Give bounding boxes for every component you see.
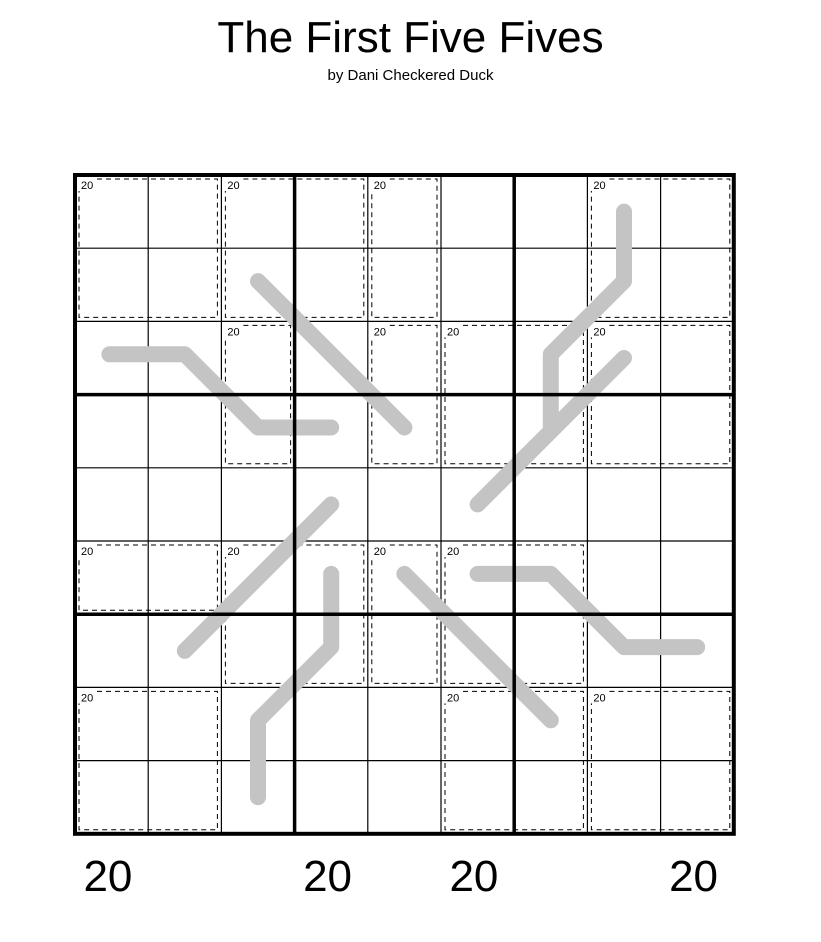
grid-cell-r7c3[interactable] bbox=[221, 614, 294, 687]
cage-sum-label: 20 bbox=[81, 180, 94, 192]
grid-cell-r2c7[interactable] bbox=[514, 248, 587, 321]
grid-cell-r2c6[interactable] bbox=[441, 248, 514, 321]
grid-cell-r5c7[interactable] bbox=[514, 468, 587, 541]
grid-cell-r2c4[interactable] bbox=[295, 248, 368, 321]
cage-sum-label: 20 bbox=[227, 546, 240, 558]
grid-cell-r5c5[interactable] bbox=[368, 468, 441, 541]
cage-sum-label: 20 bbox=[227, 326, 240, 339]
cage-sum-label: 20 bbox=[81, 692, 94, 705]
grid-cell-r9c2[interactable] bbox=[148, 761, 221, 834]
grid-cell-r4c1[interactable] bbox=[75, 395, 148, 468]
grid-cell-r8c4[interactable] bbox=[295, 687, 368, 760]
cage-sum-label: 20 bbox=[593, 692, 606, 705]
puzzle-title: The First Five Fives bbox=[217, 13, 604, 62]
grid-cell-r1c4[interactable] bbox=[295, 175, 368, 248]
grid-cell-r5c1[interactable] bbox=[75, 468, 148, 541]
grid-cell-r2c5[interactable] bbox=[368, 248, 441, 321]
grid-cell-r2c9[interactable] bbox=[661, 248, 734, 321]
outside-clue: 20 bbox=[303, 851, 353, 901]
grid-cell-r6c9[interactable] bbox=[661, 541, 734, 614]
grid-cell-r2c1[interactable] bbox=[75, 248, 148, 321]
grid-cell-r4c2[interactable] bbox=[148, 395, 221, 468]
grid-cell-r1c2[interactable] bbox=[148, 175, 221, 248]
cage-sum-label: 20 bbox=[593, 326, 606, 339]
grid-cell-r9c7[interactable] bbox=[514, 761, 587, 834]
cage-sum-label: 20 bbox=[593, 180, 606, 192]
grid-cell-r8c5[interactable] bbox=[368, 687, 441, 760]
grid-cell-r5c8[interactable] bbox=[587, 468, 660, 541]
grid-cell-r4c6[interactable] bbox=[441, 395, 514, 468]
outside-clue: 20 bbox=[83, 851, 133, 901]
grid-cell-r7c7[interactable] bbox=[514, 614, 587, 687]
grid-cell-r4c9[interactable] bbox=[661, 395, 734, 468]
cage-sum-label: 20 bbox=[373, 180, 387, 192]
grid-cell-r1c9[interactable] bbox=[661, 175, 734, 248]
grid-cell-r2c2[interactable] bbox=[148, 248, 221, 321]
grid-cell-r9c5[interactable] bbox=[368, 761, 441, 834]
grid-cell-r9c9[interactable] bbox=[661, 761, 734, 834]
grid-cell-r6c8[interactable] bbox=[587, 541, 660, 614]
grid-cell-r9c4[interactable] bbox=[295, 761, 368, 834]
grid-cell-r5c3[interactable] bbox=[221, 468, 294, 541]
grid-cell-r4c8[interactable] bbox=[587, 395, 660, 468]
grid-cell-r1c6[interactable] bbox=[441, 175, 514, 248]
cage-sum-label: 20 bbox=[447, 692, 460, 705]
grid-cell-r5c2[interactable] bbox=[148, 468, 221, 541]
outside-clue: 20 bbox=[669, 851, 719, 901]
grid-cell-r6c2[interactable] bbox=[148, 541, 221, 614]
puzzle-author: by Dani Checkered Duck bbox=[327, 67, 494, 84]
grid-cell-r7c1[interactable] bbox=[75, 614, 148, 687]
cage-sum-label: 20 bbox=[81, 546, 94, 558]
cage-sum-label: 20 bbox=[447, 546, 460, 558]
grid-cell-r5c9[interactable] bbox=[661, 468, 734, 541]
grid-cell-r8c9[interactable] bbox=[661, 687, 734, 760]
cage-sum-label: 20 bbox=[373, 326, 387, 339]
cage-sum-label: 20 bbox=[447, 326, 460, 339]
grid-cell-r9c6[interactable] bbox=[441, 761, 514, 834]
grid-cell-r9c1[interactable] bbox=[75, 761, 148, 834]
grid-cell-r1c7[interactable] bbox=[514, 175, 587, 248]
grid-cell-r7c5[interactable] bbox=[368, 614, 441, 687]
grid-cell-r8c2[interactable] bbox=[148, 687, 221, 760]
grid-cell-r3c9[interactable] bbox=[661, 321, 734, 394]
cage-sum-label: 20 bbox=[373, 546, 387, 558]
cage-sum-label: 20 bbox=[227, 180, 240, 192]
grid-cell-r9c8[interactable] bbox=[587, 761, 660, 834]
outside-clue: 20 bbox=[449, 851, 499, 901]
